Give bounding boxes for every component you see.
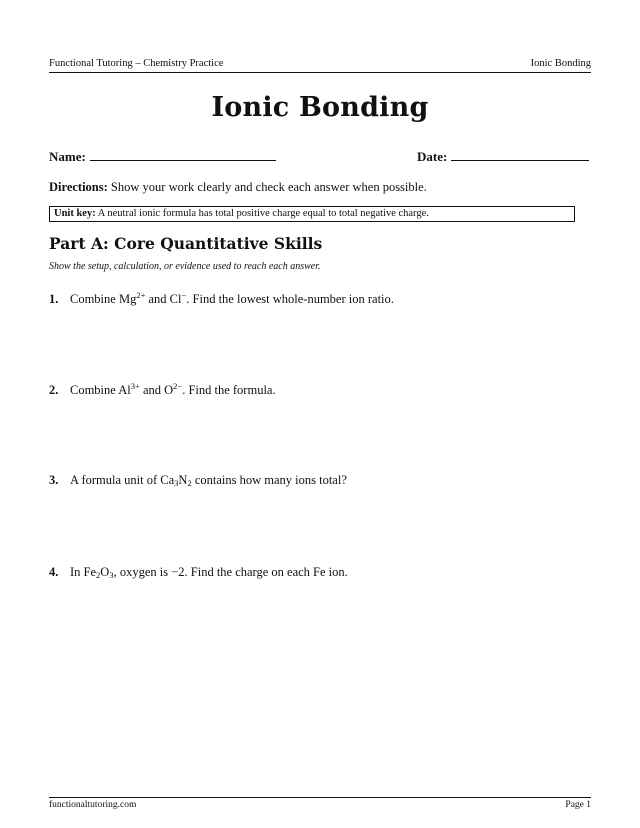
page-header [49,58,591,73]
page-title: Ionic Bonding [211,92,429,123]
question-number: 3. [49,473,59,487]
question-4 [49,565,348,580]
name-line[interactable] [90,148,276,161]
unit-key-box [49,206,575,222]
name-label: Name: [49,149,86,164]
question-1 [49,292,394,307]
header-course: Functional Tutoring – Chemistry Practice [49,58,224,69]
question-3 [49,473,347,488]
date-line[interactable] [451,148,589,161]
header-topic: Ionic Bonding [530,58,591,69]
question-text: A formula unit of $Ca_3N_2$ contains how many ions total? [70,473,347,488]
question-number: 1. [49,292,59,306]
unit-key-label: Unit key: [54,208,96,219]
section-instructions: Show the setup, calculation, or evidence used to reach each answer. [49,261,321,272]
date-field [417,148,589,165]
directions [49,180,427,195]
question-text: Combine $Al^{3+}$ and $O^{2-}$. Find the formula. [70,381,276,397]
unit-key-text: A neutral ionic formula has total positive charge equal to total negative charge. [95,208,429,219]
question-number: 2. [49,383,59,397]
page-footer [49,797,591,810]
question-text: In $Fe_2O_3$, oxygen is −2. Find the charge on each Fe ion. [70,565,348,580]
footer-page-number: Page 1 [565,800,591,810]
question-text: Combine $Mg^{2+}$ and Cl−. Find the lowest whole-number ion ratio. [70,290,394,306]
question-number: 4. [49,565,59,579]
section-title: Part A: Core Quantitative Skills [49,234,323,253]
question-2 [49,383,276,398]
directions-text: Show your work clearly and check each answer when possible. [107,180,427,194]
date-label: Date: [417,149,448,164]
name-field [49,148,276,165]
footer-website: functionaltutoring.com [49,800,137,810]
directions-label: Directions: [49,180,108,194]
